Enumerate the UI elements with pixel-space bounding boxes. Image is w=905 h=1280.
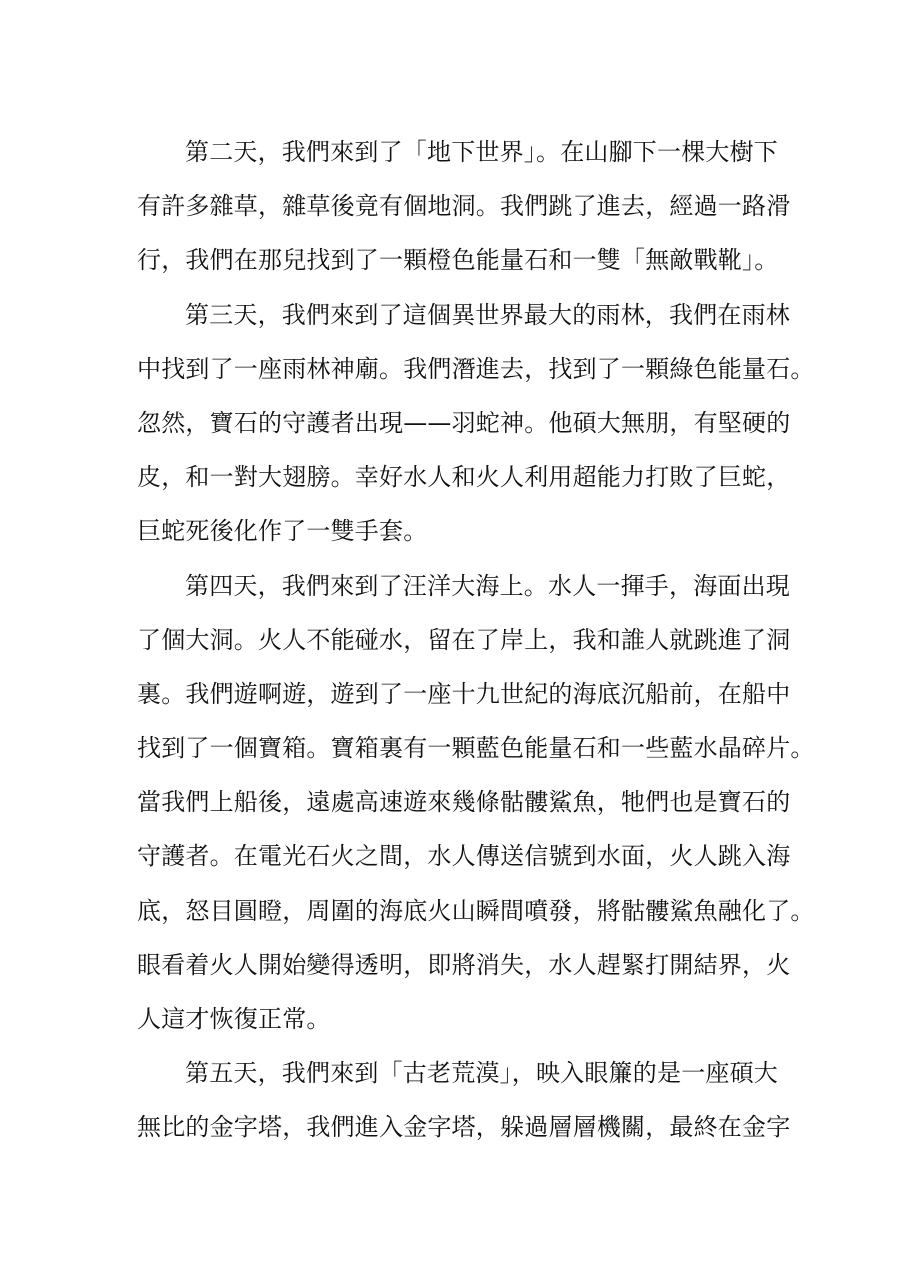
- text-line: 第五天，我們來到「古老荒漠」，映入眼簾的是一座碩大: [185, 1059, 778, 1088]
- text-line: 守護者。在電光石火之間，水人傳送信號到水面，火人跳入海: [137, 842, 791, 871]
- text-line: 第三天，我們來到了這個異世界最大的雨林，我們在雨林: [185, 300, 790, 329]
- text-line: 人這才恢復正常。: [137, 1005, 331, 1033]
- text-line: 了個大洞。火人不能碰水，留在了岸上，我和誰人就跳進了洞: [137, 625, 791, 654]
- text-line: 第二天，我們來到了「地下世界」。在山腳下一棵大樹下: [185, 138, 778, 166]
- text-line: 找到了一個寶箱。寶箱裏有一顆藍色能量石和一些藍水晶碎片。: [137, 734, 815, 763]
- text-line: 無比的金字塔，我們進入金字塔，躲過層層機關，最終在金字: [137, 1113, 791, 1142]
- text-line: 中找到了一座雨林神廟。我們潛進去，找到了一顆綠色能量石。: [137, 354, 815, 383]
- text-line: 當我們上船後，遠處高速遊來幾條骷髏鯊魚，牠們也是寶石的: [137, 788, 791, 817]
- text-line: 巨蛇死後化作了一雙手套。: [137, 517, 428, 546]
- text-line: 第四天，我們來到了汪洋大海上。水人一揮手，海面出現: [185, 571, 790, 600]
- text-line: 裏。我們遊啊遊，遊到了一座十九世紀的海底沉船前，在船中: [137, 679, 791, 708]
- text-line: 底，怒目圓瞪，周圍的海底火山瞬間噴發，將骷髏鯊魚融化了。: [137, 896, 815, 925]
- text-line: 行，我們在那兒找到了一顆橙色能量石和一雙「無敵戰靴」。: [137, 246, 779, 275]
- text-line: 皮，和一對大翅膀。幸好水人和火人利用超能力打敗了巨蛇，: [137, 463, 791, 492]
- text-line: 有許多雜草，雜草後竟有個地洞。我們跳了進去，經過一路滑: [137, 192, 791, 221]
- text-line: 眼看着火人開始變得透明，即將消失，水人趕緊打開結界，火: [137, 950, 791, 979]
- body-text: [137, 125, 817, 1155]
- text-line: 忽然，寶石的守護者出現——羽蛇神。他碩大無朋，有堅硬的: [137, 408, 791, 437]
